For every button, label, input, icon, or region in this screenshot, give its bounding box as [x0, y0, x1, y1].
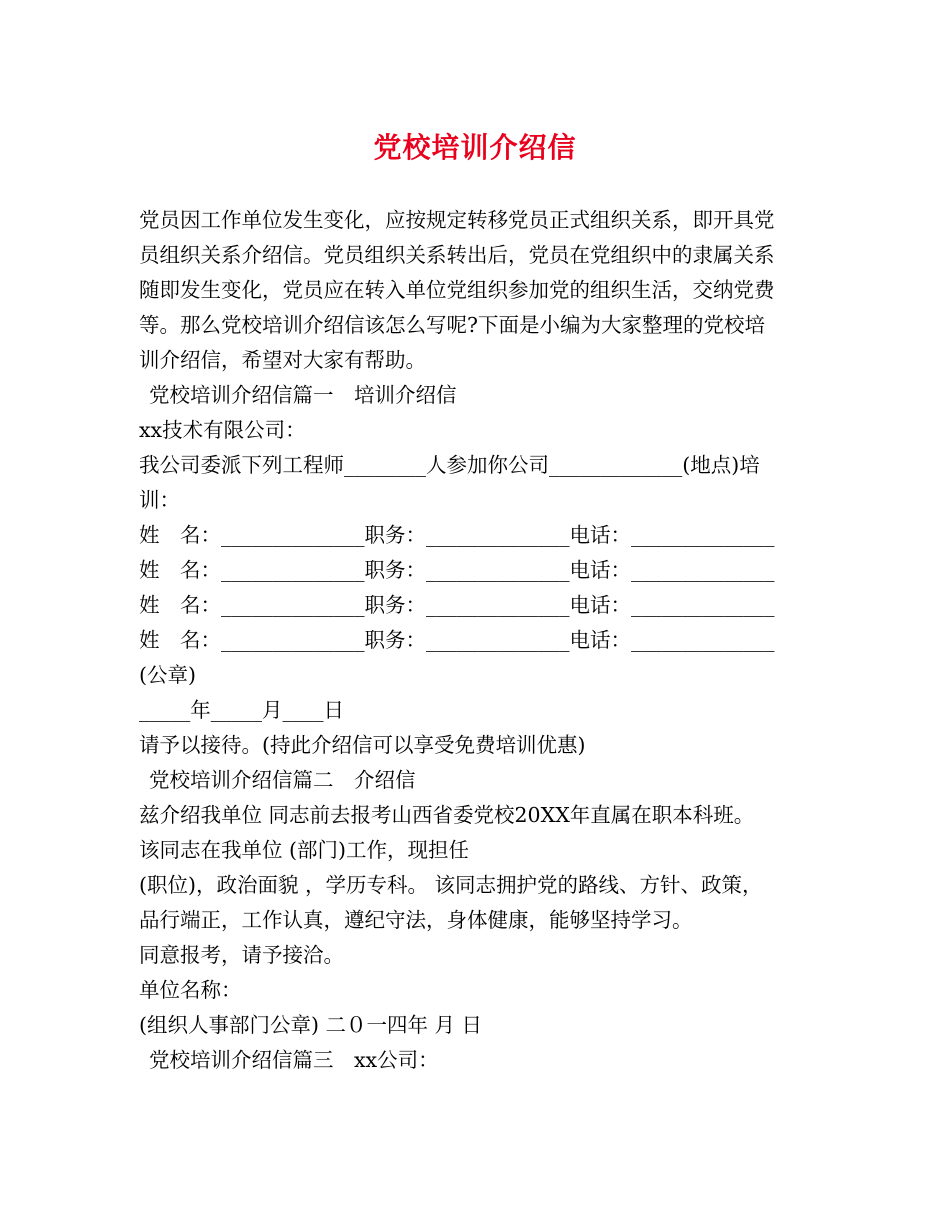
section1-line: 我公司委派下列工程师________人参加你公司_____________(地点)培	[139, 453, 760, 477]
section2-line: 兹介绍我单位 同志前去报考山西省委党校20XX年直属在职本科班。	[139, 803, 755, 827]
intro-line: 随即发生变化，党员应在转入单位党组织参加党的组织生活，交纳党费	[139, 278, 775, 302]
seal-line: (公章)	[139, 663, 196, 687]
section2-line: 单位名称：	[139, 978, 242, 1002]
section1-heading: 党校培训介绍信篇一 培训介绍信	[149, 383, 457, 407]
form-row: 姓 名：______________职务：______________电话：______________	[139, 593, 775, 617]
section1-line: 训：	[139, 488, 180, 512]
section2-heading: 党校培训介绍信篇二 介绍信	[149, 768, 416, 792]
section2-line: 品行端正，工作认真，遵纪守法，身体健康，能够坚持学习。	[139, 908, 693, 932]
date-line: _____年_____月____日	[139, 698, 344, 722]
section2-line: (组织人事部门公章) 二０一四年 月 日	[139, 1013, 483, 1037]
intro-line: 等。那么党校培训介绍信该怎么写呢?下面是小编为大家整理的党校培	[139, 313, 765, 337]
section1-line: xx技术有限公司：	[139, 418, 306, 442]
form-row: 姓 名：______________职务：______________电话：______________	[139, 628, 775, 652]
document-title: 党校培训介绍信	[373, 131, 577, 164]
section1-line: 请予以接待。(持此介绍信可以享受免费培训优惠)	[139, 733, 586, 757]
document-body	[139, 203, 829, 1078]
section2-line: 同意报考，请予接洽。	[139, 943, 344, 967]
intro-line: 党员因工作单位发生变化，应按规定转移党员正式组织关系，即开具党	[139, 208, 775, 232]
section3-heading: 党校培训介绍信篇三 xx公司：	[149, 1048, 439, 1072]
form-row: 姓 名：______________职务：______________电话：______________	[139, 523, 775, 547]
form-row: 姓 名：______________职务：______________电话：______________	[139, 558, 775, 582]
intro-line: 员组织关系介绍信。党员组织关系转出后，党员在党组织中的隶属关系	[139, 243, 775, 267]
section2-line: 该同志在我单位 (部门)工作，现担任	[139, 838, 470, 862]
intro-line: 训介绍信，希望对大家有帮助。	[139, 348, 426, 372]
section2-line: (职位)，政治面貌 ，学历专科。 该同志拥护党的路线、方针、政策，	[139, 873, 763, 897]
